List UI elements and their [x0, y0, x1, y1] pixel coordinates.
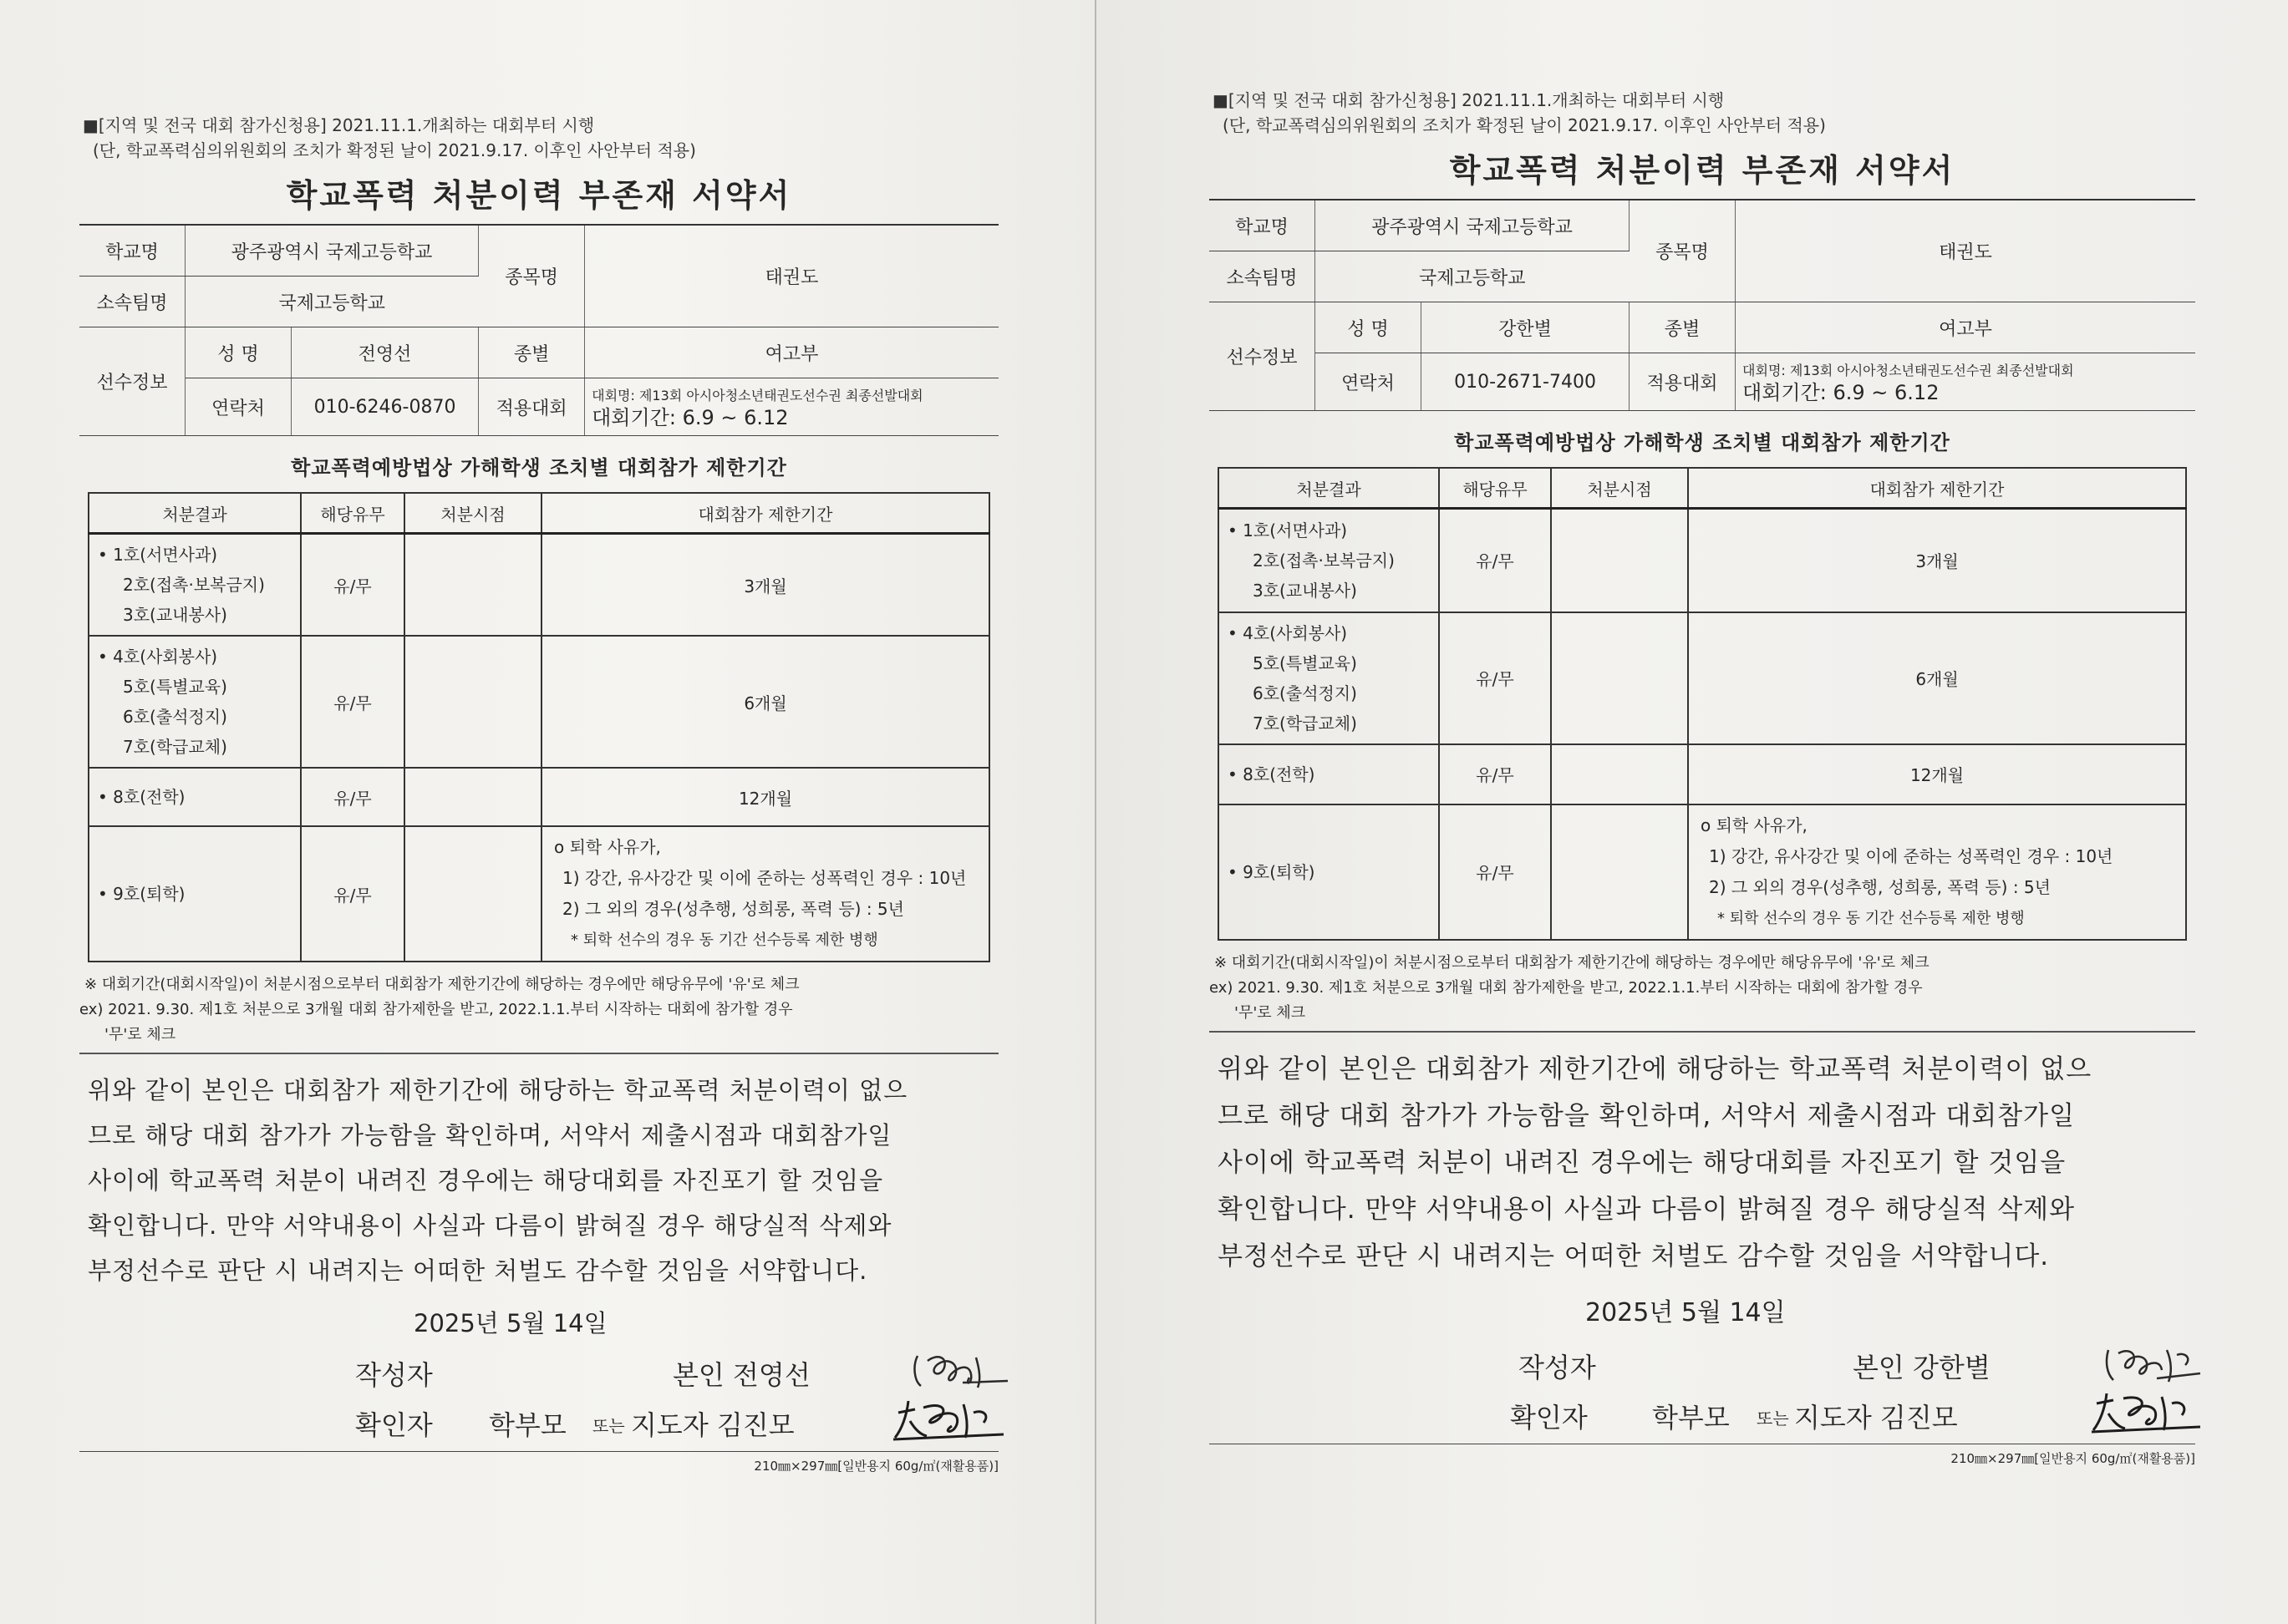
notice-line-2: (단, 학교폭력심의위원회의 조치가 확정된 날이 2021.9.17. 이후인 사안부터 적용) [93, 140, 696, 160]
result-item: 2호(접촉·보복금지) [123, 575, 265, 595]
table-row [89, 636, 989, 768]
result-item: 3호(교내봉사) [1253, 580, 1357, 601]
confirmer-label: 확인자 [1510, 1401, 1588, 1434]
note-line-1: ※ 대회기간(대회시작일)이 처분시점으로부터 대회참가 제한기간에 해당하는 경우에만 해당유무에 '유'로 체크 [84, 976, 800, 993]
result-item: 6호(출석정지) [123, 707, 227, 727]
time-cell [1551, 804, 1688, 940]
notice [79, 113, 999, 163]
header-result: 처분결과 [1218, 468, 1439, 509]
restriction-table [1218, 467, 2187, 941]
result-cell [1218, 612, 1439, 744]
leader-name: 지도자 김진모 [631, 1409, 795, 1441]
division-label: 종별 [479, 327, 585, 378]
header-limit: 대회참가 제한기간 [541, 493, 989, 534]
confirmer-row [1209, 1397, 2195, 1440]
result-cell [1218, 804, 1439, 940]
pledge-text [1218, 1046, 2195, 1280]
result-item: 7호(학급교체) [1253, 713, 1357, 733]
expulsion-detail [541, 826, 989, 962]
header-limit: 대회참가 제한기간 [1688, 468, 2186, 509]
restriction-subtitle: 학교폭력예방법상 가해학생 조치별 대회참가 제한기간 [291, 456, 787, 480]
pledge-document-left [79, 113, 999, 1474]
divider [1209, 1031, 2195, 1033]
note [79, 972, 999, 1048]
parent-label: 학부모 [489, 1409, 567, 1441]
pledge-line: 위와 같이 본인은 대회참가 제한기간에 해당하는 학교폭력 처분이력이 없으 [1218, 1053, 2092, 1084]
parent-label: 학부모 [1652, 1401, 1730, 1434]
note-line-3: '무'로 체크 [1234, 1003, 1306, 1022]
pledge-line: 부정선수로 판단 시 내려지는 어떠한 처벌도 감수할 것임을 서약합니다. [88, 1256, 868, 1285]
info-table [79, 224, 999, 436]
writer-label: 작성자 [355, 1359, 433, 1391]
name-value: 강한별 [1421, 302, 1630, 353]
contact-value: 010-6246-0870 [292, 378, 479, 436]
pledge-date: 2025년 5월 14일 [414, 1309, 608, 1337]
note [1209, 951, 2195, 1026]
division-value: 여고부 [585, 327, 999, 378]
header-time: 처분시점 [404, 493, 541, 534]
school-label: 학교명 [79, 225, 186, 277]
team-label: 소속팀명 [79, 277, 186, 327]
result-item: • 1호(서면사과) [98, 545, 218, 565]
info-table [1209, 199, 2195, 411]
expulsion-detail [1688, 804, 2186, 940]
table-row [89, 826, 989, 962]
event-label: 종목명 [479, 225, 585, 327]
detail-line: * 퇴학 선수의 경우 동 기간 선수등록 제한 병행 [571, 931, 878, 949]
limit-cell: 6개월 [1688, 612, 2186, 744]
player-info-label: 선수정보 [79, 327, 186, 436]
school-label: 학교명 [1209, 200, 1315, 251]
note-line-3: '무'로 체크 [104, 1026, 176, 1043]
signature-confirmer [2087, 1388, 2204, 1435]
limit-cell: 3개월 [541, 534, 989, 637]
result-cell [1218, 509, 1439, 612]
writer-row [79, 1354, 999, 1404]
header-result: 처분결과 [89, 493, 301, 534]
time-cell [1551, 612, 1688, 744]
name-value: 전영선 [292, 327, 479, 378]
note-line-2: ex) 2021. 9.30. 제1호 처분으로 3개월 대회 참가제한을 받고, 2022.1.1.부터 시작하는 대회에 참가할 경우 [79, 1001, 793, 1018]
pledge-line: 확인합니다. 만약 서약내용이 사실과 다름이 밝혀질 경우 해당실적 삭제와 [1218, 1194, 2076, 1225]
event-label: 종목명 [1630, 200, 1736, 302]
time-cell [404, 826, 541, 962]
detail-line: o 퇴학 사유가, [554, 837, 661, 857]
notice-line-1: ■[지역 및 전국 대회 참가신청용] 2021.11.1.개최하는 대회부터 시행 [1213, 90, 1725, 110]
table-row [89, 768, 989, 826]
right-sheet [1096, 0, 2288, 1624]
leader-name: 지도자 김진모 [1794, 1401, 1958, 1434]
footer-divider [79, 1451, 999, 1452]
event-value: 태권도 [1736, 200, 2195, 302]
restriction-table [88, 492, 990, 962]
team-value: 국제고등학교 [1315, 251, 1630, 302]
table-row [1218, 744, 2186, 804]
pledge-line: 확인합니다. 만약 서약내용이 사실과 다름이 밝혀질 경우 해당실적 삭제와 [88, 1211, 892, 1240]
signature-writer [2103, 1343, 2204, 1385]
table-row [1218, 509, 2186, 612]
result-item: • 8호(전학) [1228, 764, 1315, 784]
time-cell [1551, 744, 1688, 804]
writer-row [1209, 1347, 2195, 1397]
result-item: • 8호(전학) [98, 787, 186, 807]
table-row [89, 534, 989, 637]
name-label: 성 명 [1315, 302, 1421, 353]
pledge-line: 위와 같이 본인은 대회참가 제한기간에 해당하는 학교폭력 처분이력이 없으 [88, 1076, 908, 1104]
time-cell [404, 768, 541, 826]
result-item: 5호(특별교육) [123, 677, 227, 697]
confirmer-label: 확인자 [355, 1409, 433, 1441]
competition-cell [585, 378, 999, 436]
note-line-1: ※ 대회기간(대회시작일)이 처분시점으로부터 대회참가 제한기간에 해당하는 경우에만 해당유무에 '유'로 체크 [1214, 953, 1930, 972]
result-item: • 1호(서면사과) [1228, 520, 1348, 540]
divider [79, 1053, 999, 1054]
result-item: 2호(접촉·보복금지) [1253, 550, 1395, 571]
result-item: 7호(학급교체) [123, 737, 227, 757]
detail-line: o 퇴학 사유가, [1701, 815, 1808, 835]
time-cell [1551, 509, 1688, 612]
result-item: • 4호(사회봉사) [98, 647, 218, 667]
result-cell [89, 826, 301, 962]
applicable-cell: 유/무 [1439, 804, 1551, 940]
table-row [1218, 612, 2186, 744]
applicable-cell: 유/무 [1439, 612, 1551, 744]
limit-cell: 12개월 [1688, 744, 2186, 804]
result-cell [89, 768, 301, 826]
division-label: 종별 [1630, 302, 1736, 353]
result-item: • 9호(퇴학) [1228, 861, 1315, 882]
pledge-date: 2025년 5월 14일 [1585, 1297, 1786, 1327]
result-cell [89, 534, 301, 637]
contact-label: 연락처 [186, 378, 292, 436]
paper-size: 210㎜×297㎜[일반용지 60g/㎡(재활용품)] [754, 1459, 999, 1474]
applicable-cell: 유/무 [301, 636, 404, 768]
limit-cell: 3개월 [1688, 509, 2186, 612]
team-label: 소속팀명 [1209, 251, 1315, 302]
signature-writer [911, 1349, 1011, 1391]
player-info-label: 선수정보 [1209, 302, 1315, 411]
result-item: 3호(교내봉사) [123, 605, 227, 625]
applicable-cell: 유/무 [1439, 509, 1551, 612]
applicable-cell: 유/무 [301, 534, 404, 637]
table-row [1218, 804, 2186, 940]
header-applicable: 해당유무 [301, 493, 404, 534]
signature-confirmer [890, 1396, 1007, 1443]
detail-line: * 퇴학 선수의 경우 동 기간 선수등록 제한 병행 [1717, 909, 2025, 927]
pledge-line: 사이에 학교폭력 처분이 내려진 경우에는 해당대회를 자진포기 할 것임을 [1218, 1147, 2067, 1178]
header-time: 처분시점 [1551, 468, 1688, 509]
writer-name: 본인 강한별 [1853, 1351, 1991, 1383]
school-value: 광주광역시 국제고등학교 [186, 225, 479, 277]
notice [1209, 88, 2195, 138]
applicable-cell: 유/무 [1439, 744, 1551, 804]
or-label: 또는 [1757, 1408, 1789, 1429]
competition-name: 대회명: 제13회 아시아청소년태권도선수권 최종선발대회 [1742, 363, 2074, 378]
notice-line-1: ■[지역 및 전국 대회 참가신청용] 2021.11.1.개최하는 대회부터 시행 [83, 115, 595, 135]
competition-cell [1736, 353, 2195, 411]
detail-line: 1) 강간, 유사강간 및 이에 준하는 성폭력인 경우 : 10년 [1709, 845, 2113, 866]
result-item: • 9호(퇴학) [98, 884, 186, 904]
pledge-text [88, 1068, 999, 1293]
competition-name: 대회명: 제13회 아시아청소년태권도선수권 최종선발대회 [592, 388, 923, 403]
applied-competition-label: 적용대회 [1630, 353, 1736, 411]
pledge-line: 므로 해당 대회 참가가 가능함을 확인하며, 서약서 제출시점과 대회참가일 [88, 1121, 892, 1149]
detail-line: 2) 그 외의 경우(성추행, 성희롱, 폭력 등) : 5년 [562, 899, 904, 919]
event-value: 태권도 [585, 225, 999, 327]
team-value: 국제고등학교 [186, 277, 479, 327]
notice-line-2: (단, 학교폭력심의위원회의 조치가 확정된 날이 2021.9.17. 이후인 사안부터 적용) [1223, 115, 1826, 135]
limit-cell: 12개월 [541, 768, 989, 826]
time-cell [404, 534, 541, 637]
or-label: 또는 [592, 1416, 625, 1436]
name-label: 성 명 [186, 327, 292, 378]
competition-period: 대회기간: 6.9 ~ 6.12 [1742, 381, 1940, 404]
pledge-line: 사이에 학교폭력 처분이 내려진 경우에는 해당대회를 자진포기 할 것임을 [88, 1166, 884, 1195]
result-item: • 4호(사회봉사) [1228, 622, 1348, 643]
paper-size: 210㎜×297㎜[일반용지 60g/㎡(재활용품)] [1950, 1450, 2195, 1466]
detail-line: 1) 강간, 유사강간 및 이에 준하는 성폭력인 경우 : 10년 [562, 868, 967, 888]
competition-period: 대회기간: 6.9 ~ 6.12 [592, 406, 789, 429]
result-item: 5호(특별교육) [1253, 652, 1357, 673]
restriction-subtitle: 학교폭력예방법상 가해학생 조치별 대회참가 제한기간 [1454, 431, 1950, 454]
time-cell [404, 636, 541, 768]
limit-cell: 6개월 [541, 636, 989, 768]
document-title: 학교폭력 처분이력 부존재 서약서 [286, 177, 792, 214]
result-cell [89, 636, 301, 768]
contact-label: 연락처 [1315, 353, 1421, 411]
pledge-line: 므로 해당 대회 참가가 가능함을 확인하며, 서약서 제출시점과 대회참가일 [1218, 1100, 2076, 1131]
result-cell [1218, 744, 1439, 804]
pledge-document-right [1209, 88, 2195, 1467]
applied-competition-label: 적용대회 [479, 378, 585, 436]
pledge-line: 부정선수로 판단 시 내려지는 어떠한 처벌도 감수할 것임을 서약합니다. [1218, 1241, 2050, 1271]
applicable-cell: 유/무 [301, 826, 404, 962]
result-item: 6호(출석정지) [1253, 683, 1357, 703]
note-line-2: ex) 2021. 9.30. 제1호 처분으로 3개월 대회 참가제한을 받고, 2022.1.1.부터 시작하는 대회에 참가할 경우 [1209, 978, 1923, 997]
writer-label: 작성자 [1518, 1351, 1596, 1383]
division-value: 여고부 [1736, 302, 2195, 353]
document-title: 학교폭력 처분이력 부존재 서약서 [1449, 152, 1955, 189]
detail-line: 2) 그 외의 경우(성추행, 성희롱, 폭력 등) : 5년 [1709, 876, 2051, 897]
school-value: 광주광역시 국제고등학교 [1315, 200, 1630, 251]
left-sheet [0, 0, 1095, 1624]
header-applicable: 해당유무 [1439, 468, 1551, 509]
contact-value: 010-2671-7400 [1421, 353, 1630, 411]
writer-name: 본인 전영선 [673, 1359, 811, 1391]
confirmer-row [79, 1404, 999, 1448]
applicable-cell: 유/무 [301, 768, 404, 826]
